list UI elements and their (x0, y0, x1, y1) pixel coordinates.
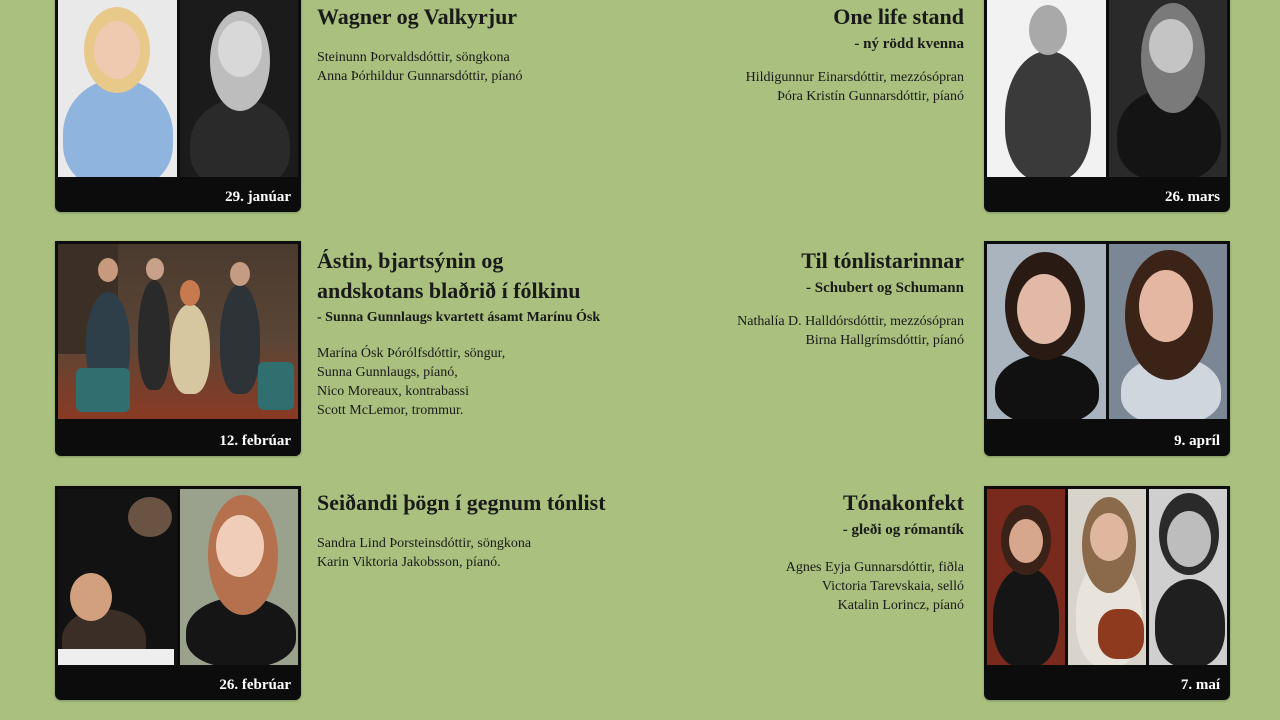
performer: Katalin Lorincz, píanó (837, 598, 964, 613)
event-info-til-tonlistarinnar (544, 246, 964, 350)
performer-photo (180, 0, 299, 177)
performer: Birna Hallgrímsdóttir, píanó (805, 333, 964, 348)
performer: Nathalía D. Halldórsdóttir, mezzósópran (737, 314, 964, 329)
performer-photo (1068, 489, 1146, 665)
event-title-line-2: andskotans blaðrið í fólkinu (317, 278, 581, 303)
performer: Nico Moreaux, kontrabassi (317, 384, 470, 399)
event-title: Tónakonfekt (842, 490, 964, 515)
event-date: 12. febrúar (219, 433, 291, 449)
event-title: Ástin, bjartsýnin og (317, 248, 504, 273)
performer-photo (987, 489, 1065, 665)
performer-photo (987, 0, 1106, 177)
performer: Marína Ósk Þórólfsdóttir, söngur, (317, 346, 506, 361)
event-info-one-life-stand (544, 2, 964, 106)
performer-photo (1109, 0, 1228, 177)
event-photo-card-astin (55, 241, 301, 456)
performer: Anna Þórhildur Gunnarsdóttir, píanó (317, 69, 523, 84)
event-date: 7. maí (1180, 677, 1220, 693)
event-subtitle: - ný rödd kvenna (854, 36, 964, 52)
event-title: One life stand (833, 4, 964, 29)
event-photo-card-til-tonlistarinnar (984, 241, 1230, 456)
event-info-tonakonfekt (544, 488, 964, 615)
event-subtitle: - Sunna Gunnlaugs kvartett ásamt Marínu Ósk (317, 310, 601, 325)
performer-photo (58, 0, 177, 177)
event-subtitle: - Schubert og Schumann (806, 280, 964, 296)
performer: Karin Viktoria Jakobsson, píanó. (317, 555, 501, 570)
performer-photo (58, 244, 298, 419)
performer: Scott McLemor, trommur. (317, 403, 464, 418)
event-photo-card-wagner (55, 0, 301, 212)
event-date: 26. febrúar (219, 677, 291, 693)
performer: Sunna Gunnlaugs, píanó, (317, 365, 458, 380)
performer: Steinunn Þorvaldsdóttir, söngkona (317, 50, 510, 65)
event-date: 26. mars (1165, 189, 1220, 205)
performer: Victoria Tarevskaia, selló (821, 579, 964, 594)
performer: Þóra Kristín Gunnarsdóttir, píanó (777, 89, 964, 104)
performer-photo (58, 489, 177, 665)
event-subtitle: - gleði og rómantík (842, 522, 964, 538)
performer: Sandra Lind Þorsteinsdóttir, söngkona (317, 536, 532, 551)
performer-photo (180, 489, 299, 665)
performer: Hildigunnur Einarsdóttir, mezzósópran (745, 70, 964, 85)
event-title: Wagner og Valkyrjur (317, 4, 518, 29)
event-title: Til tónlistarinnar (801, 248, 964, 273)
event-photo-card-seidandi (55, 486, 301, 700)
event-date: 9. apríl (1174, 433, 1220, 449)
event-photo-card-tonakonfekt (984, 486, 1230, 700)
performer-photo (1149, 489, 1227, 665)
event-title: Seiðandi þögn í gegnum tónlist (317, 490, 606, 515)
performer-photo (1109, 244, 1228, 419)
performer: Agnes Eyja Gunnarsdóttir, fiðla (785, 560, 964, 575)
performer-photo (987, 244, 1106, 419)
event-date: 29. janúar (225, 189, 291, 205)
event-photo-card-one-life-stand (984, 0, 1230, 212)
